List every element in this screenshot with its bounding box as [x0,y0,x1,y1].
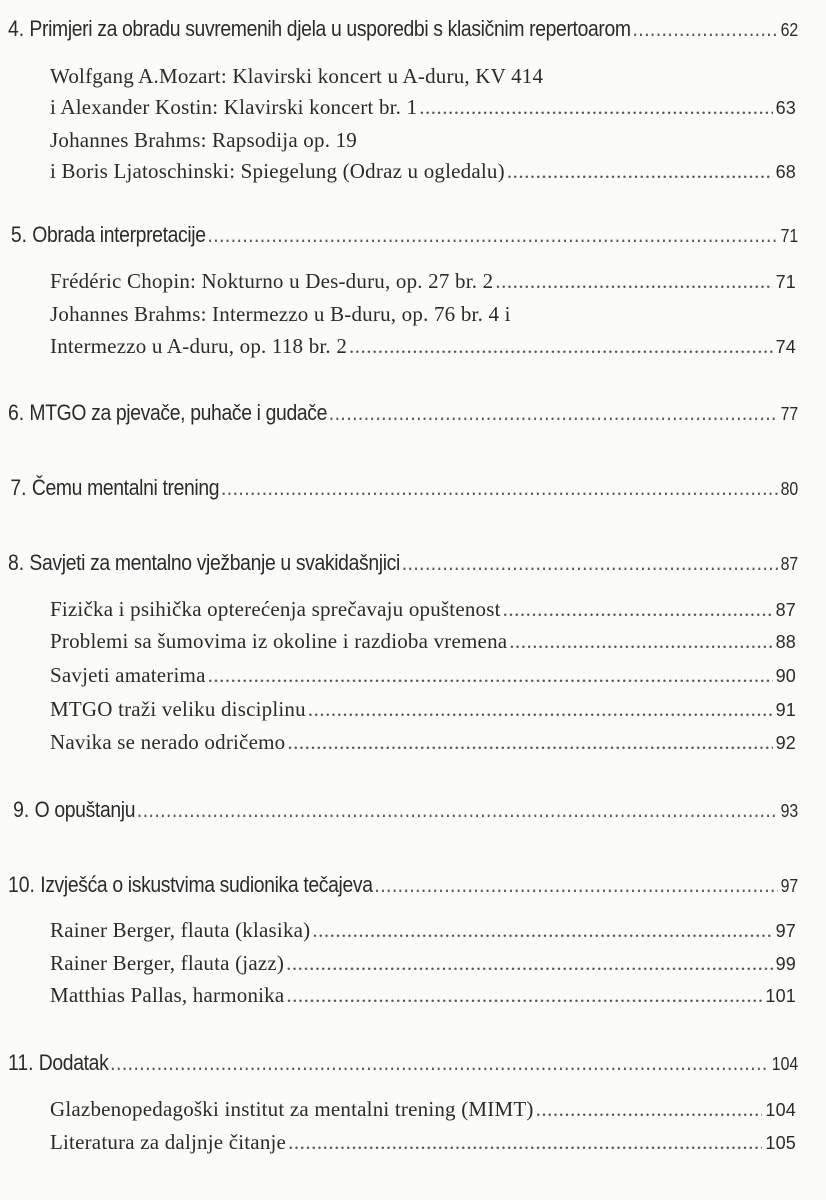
page-number: 80 [780,479,799,499]
toc-entry [50,918,796,943]
toc-chapter-9 [8,797,798,823]
page-number: 105 [765,1133,796,1153]
chapter-title: Savjeti za mentalno vježbanje u svakidašnjici [29,550,400,575]
dot-leader [349,334,773,359]
entry-title: Intermezzo u A-duru, op. 118 br. 2 [50,334,348,358]
entry-title: Glazbenopedagoški institut za mentalni trening (MIMT) [50,1097,534,1121]
page-number: 104 [765,1100,796,1120]
toc-chapter-6 [8,400,798,426]
page-number: 68 [775,162,796,182]
dot-leader [308,697,773,722]
page-number: 99 [775,954,796,974]
dot-leader [312,918,772,943]
chapter-number: 6. [8,400,25,425]
toc-entry [50,951,796,976]
dot-leader [110,1050,769,1076]
toc-chapter-7 [8,475,798,501]
chapter-title: Obrada interpretacije [32,222,206,247]
chapter-title: MTGO za pjevače, puhače i gudače [29,400,328,425]
toc-entry [50,597,796,622]
dot-leader [507,159,773,184]
dot-leader [287,730,772,755]
toc-chapter-11 [8,1050,798,1076]
entry-title: i Alexander Kostin: Klavirski koncert br. 1 [50,95,418,119]
toc-entry [50,730,796,755]
dot-leader [509,629,772,654]
chapter-number: 8. [8,550,25,575]
dot-leader [374,872,778,898]
dot-leader [536,1097,763,1122]
page-number: 93 [780,801,799,821]
entry-title: Matthias Pallas, harmonika [50,983,285,1007]
entry-title: Savjeti amaterima [50,663,206,687]
toc-entry [50,697,796,722]
toc-entry [50,334,796,359]
entry-title: Rainer Berger, flauta (klasika) [50,918,311,942]
toc-chapter-8 [8,550,798,576]
chapter-number: 7. [10,475,27,500]
dot-leader [286,951,773,976]
entry-title: Fizička i psihička opterećenja sprečavaju opuštenost [50,597,501,621]
toc-entry [50,269,796,294]
page-number: 63 [775,98,796,118]
dot-leader [221,475,778,501]
page-number: 101 [765,986,796,1006]
toc-entry [50,1130,796,1155]
dot-leader [402,550,778,576]
toc-chapter-10 [8,872,798,898]
dot-leader [208,663,773,688]
entry-title: Literatura za daljnje čitanje [50,1130,287,1154]
dot-leader [632,16,778,42]
toc-entry [50,95,796,120]
entry-title: MTGO traži veliku disciplinu [50,697,306,721]
chapter-number: 4. [8,16,25,41]
page-number: 97 [775,921,796,941]
dot-leader [329,400,778,426]
chapter-title: Izvješća o iskustvima sudionika tečajeva [40,872,373,897]
dot-leader [137,797,778,823]
dot-leader [286,983,762,1008]
entry-title: Problemi sa šumovima iz okoline i razdioba vremena [50,629,508,653]
chapter-title: Dodatak [38,1050,109,1075]
toc-entry-line: Wolfgang A.Mozart: Klavirski koncert u A-duru, KV 414 [50,64,544,88]
toc-entry-line: Johannes Brahms: Intermezzo u B-duru, op. 76 br. 4 i [50,302,511,326]
entry-title: Rainer Berger, flauta (jazz) [50,951,285,975]
chapter-number: 10. [8,872,35,897]
page-number: 104 [771,1054,799,1074]
chapter-number: 11. [8,1050,34,1075]
entry-title: Navika se nerado odričemo [50,730,286,754]
entry-title: i Boris Ljatoschinski: Spiegelung (Odraz u ogledalu) [50,159,505,183]
toc-entry [50,629,796,654]
page-number: 87 [780,554,799,574]
toc-chapter-4 [8,16,798,42]
toc-chapter-5 [8,222,798,248]
dot-leader [288,1130,762,1155]
toc-entry-line: Johannes Brahms: Rapsodija op. 19 [50,128,357,152]
toc-entry [50,983,796,1008]
chapter-number: 9. [13,797,30,822]
entry-title: Frédéric Chopin: Nokturno u Des-duru, op. 27 br. 2 [50,269,494,293]
toc-entry [50,663,796,688]
page-number: 71 [775,272,796,292]
chapter-number: 5. [10,222,27,247]
page-number: 87 [775,600,796,620]
dot-leader [503,597,773,622]
chapter-title: O opuštanju [34,797,136,822]
chapter-title: Primjeri za obradu suvremenih djela u usporedbi s klasičnim repertoarom [29,16,631,41]
dot-leader [495,269,772,294]
page-number: 77 [780,404,799,424]
page-number: 90 [775,666,796,686]
page-number: 74 [775,337,796,357]
page-number: 92 [775,733,796,753]
dot-leader [207,222,778,248]
chapter-title: Čemu mentalni trening [31,475,220,500]
page-number: 91 [775,700,796,720]
page-number: 97 [780,876,799,896]
toc-entry [50,1097,796,1122]
page-number: 71 [780,226,799,246]
page-number: 62 [780,20,799,40]
dot-leader [419,95,772,120]
toc-entry [50,159,796,184]
page-number: 88 [775,632,796,652]
